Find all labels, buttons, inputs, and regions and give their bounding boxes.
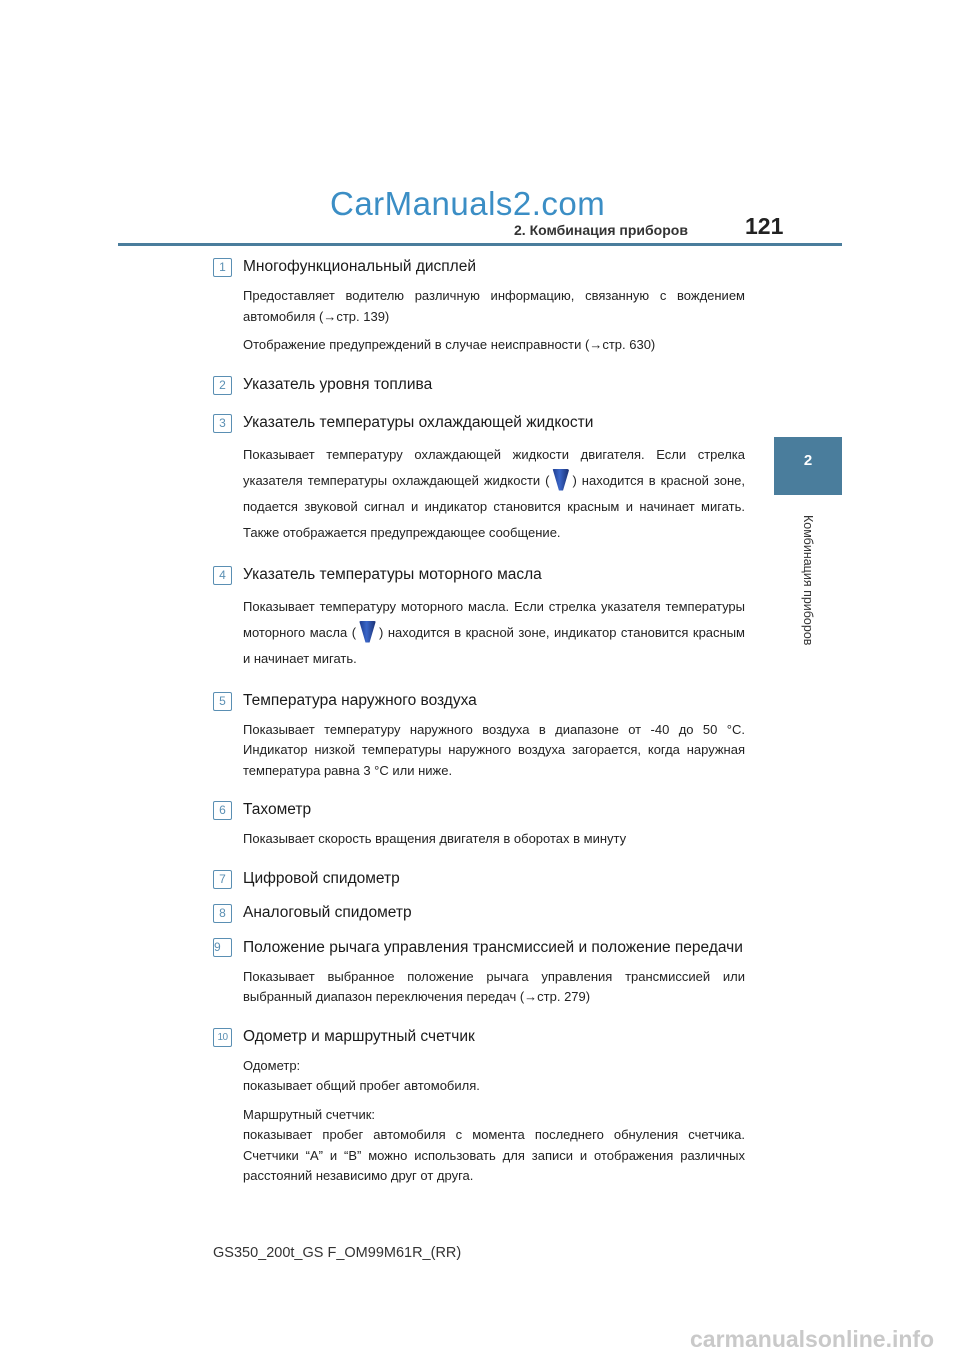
item-title: Указатель температуры моторного масла <box>243 565 542 583</box>
header-rule <box>118 243 842 246</box>
odometer-text: показывает общий пробег автомобиля. <box>243 1078 480 1093</box>
watermark-top: CarManuals2.com <box>330 185 606 222</box>
odometer-label: Одометр: <box>243 1057 301 1073</box>
item-title: Одометр и маршрутный счетчик <box>243 1027 475 1045</box>
list-item <box>213 374 745 396</box>
list-item <box>213 902 745 924</box>
item-number-badge: 4 <box>213 566 232 585</box>
item-number-badge: 9 <box>213 938 232 957</box>
section-title: 2. Комбинация приборов <box>514 222 688 238</box>
item-description <box>213 1105 745 1187</box>
trip-meter-text: показывает пробег автомобиля с момента последнего обнуления счетчика. Счетчики “A” и “B” можно использовать для записи и отображения различных расстояний независимо друг от друга. <box>243 1127 745 1183</box>
gauge-needle-icon <box>552 469 569 491</box>
item-heading <box>213 256 745 278</box>
item-number-badge: 10 <box>213 1028 232 1047</box>
list-item <box>213 412 745 546</box>
item-number-badge: 1 <box>213 258 232 277</box>
item-heading <box>213 374 745 396</box>
item-description: Предоставляет водителю различную информацию, связанную с вождением автомобиля (→стр. 139) <box>243 288 745 324</box>
item-number-badge: 5 <box>213 692 232 711</box>
list-item <box>213 690 745 782</box>
item-title: Аналоговый спидометр <box>243 903 412 921</box>
item-description: Показывает скорость вращения двигателя в оборотах в минуту <box>243 831 627 846</box>
item-title: Указатель уровня топлива <box>243 375 433 393</box>
item-number-badge: 3 <box>213 414 232 433</box>
item-heading <box>213 690 745 712</box>
item-heading <box>213 1026 745 1048</box>
list-item <box>213 868 745 890</box>
item-heading <box>213 799 745 821</box>
item-title: Тахометр <box>243 801 312 818</box>
item-description <box>213 1056 745 1097</box>
chapter-tab[interactable]: 2 <box>774 437 842 495</box>
list-item <box>213 936 745 1008</box>
item-heading <box>213 902 745 924</box>
list-item <box>213 1026 745 1187</box>
list-item <box>213 799 745 850</box>
item-title: Цифровой спидометр <box>243 869 400 887</box>
item-description: Показывает выбранное положение рычага управления трансмиссией или выбранный диапазон переключения передач (→стр. 279) <box>243 968 745 1004</box>
trip-meter-label: Маршрутный счетчик: <box>243 1106 376 1122</box>
item-heading <box>213 564 745 586</box>
item-description: Показывает температуру наружного воздуха в диапазоне от -40 до 50 °C. Индикатор низкой температуры наружного воздуха загорается, когда наружная температура равна 3 °C или ниже. <box>243 721 745 778</box>
item-number-badge: 6 <box>213 801 232 820</box>
item-heading <box>213 936 745 959</box>
watermark-bottom: carmanualsonline.info <box>690 1326 935 1352</box>
page-number: 121 <box>745 213 784 239</box>
item-heading <box>213 868 745 890</box>
item-description: Отображение предупреждений в случае неисправности (→стр. 630) <box>243 337 656 352</box>
item-heading <box>213 412 745 434</box>
chapter-tab-label: Комбинация приборов <box>801 514 815 646</box>
item-title: Многофункциональный дисплей <box>243 258 476 275</box>
item-description: Показывает температуру охлаждающей жидкости двигателя. Если стрелка указателя температуры охлаждающей жидкости ( ) находится в красной зоне, подается звуковой сигнал и индикатор становится красным и начинает мигать. Также отображается предупреждающее сообщение. <box>243 446 745 540</box>
item-number-badge: 2 <box>213 376 232 395</box>
item-number-badge: 7 <box>213 870 232 889</box>
gauge-needle-icon <box>359 621 376 643</box>
item-title: Положение рычага управления трансмиссией и положение передачи <box>243 938 743 956</box>
list-item <box>213 256 745 356</box>
manual-code: GS350_200t_GS F_OM99M61R_(RR) <box>213 1245 462 1261</box>
list-item <box>213 564 745 672</box>
item-description: Показывает температуру моторного масла. Если стрелка указателя температуры моторного масла ( ) находится в красной зоне, индикатор становится красным и начинает мигать. <box>243 598 745 666</box>
item-title: Температура наружного воздуха <box>243 691 477 709</box>
page-content <box>213 252 745 1193</box>
item-number-badge: 8 <box>213 904 232 923</box>
item-title: Указатель температуры охлаждающей жидкости <box>243 413 594 431</box>
